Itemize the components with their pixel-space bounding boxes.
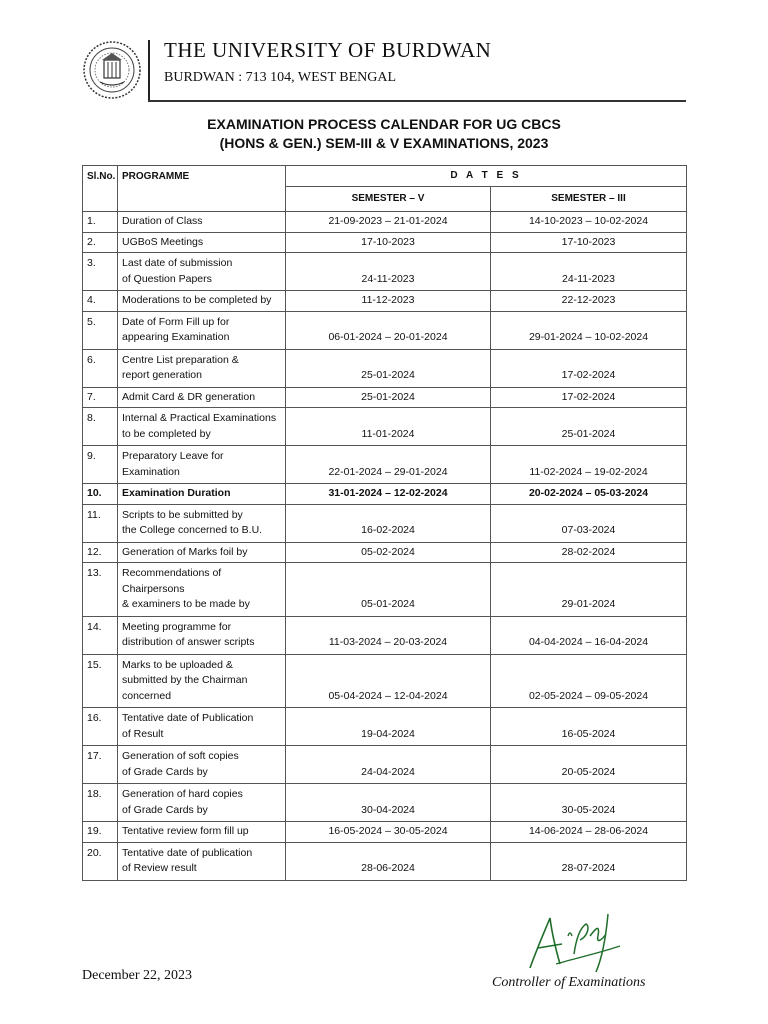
document-title-line-1: EXAMINATION PROCESS CALENDAR FOR UG CBCS [207, 116, 561, 132]
row-serial-number: 11. [83, 504, 118, 542]
programme-line: the College concerned to B.U. [122, 524, 263, 536]
university-address: BURDWAN : 713 104, WEST BENGAL [164, 70, 397, 85]
row-programme [118, 446, 286, 484]
row-date-semester-iii: 14-06-2024 – 28-06-2024 [491, 822, 687, 843]
programme-line: Marks to be uploaded & [122, 658, 233, 671]
programme-line: Generation of hard copies [122, 788, 243, 800]
programme-line: Scripts to be submitted by [122, 508, 243, 521]
row-date-semester-v: 05-04-2024 – 12-04-2024 [286, 654, 491, 708]
examination-calendar-table [82, 165, 687, 881]
row-serial-number: 10. [83, 484, 118, 505]
row-date-semester-v: 05-02-2024 [286, 542, 491, 563]
table-body [83, 212, 687, 881]
row-serial-number: 16. [83, 708, 118, 746]
programme-line: submitted by the Chairman [122, 674, 248, 686]
row-programme [118, 822, 286, 843]
university-seal-icon [82, 40, 142, 100]
table-row [83, 446, 687, 484]
row-programme [118, 542, 286, 563]
row-date-semester-v: 30-04-2024 [286, 784, 491, 822]
programme-line: Moderations to be completed by [122, 294, 272, 306]
row-date-semester-v: 22-01-2024 – 29-01-2024 [286, 446, 491, 484]
row-date-semester-iii: 29-01-2024 – 10-02-2024 [491, 311, 687, 349]
row-date-semester-iii: 04-04-2024 – 16-04-2024 [491, 616, 687, 654]
header-programme: PROGRAMME [118, 166, 286, 212]
row-programme [118, 387, 286, 408]
row-date-semester-iii: 17-10-2023 [491, 232, 687, 253]
row-date-semester-v: 25-01-2024 [286, 349, 491, 387]
row-date-semester-iii: 17-02-2024 [491, 387, 687, 408]
row-date-semester-v: 06-01-2024 – 20-01-2024 [286, 311, 491, 349]
row-programme [118, 349, 286, 387]
programme-line: Meeting programme for [122, 620, 232, 633]
programme-line: of Question Papers [122, 272, 212, 285]
header-divider-horizontal [148, 100, 686, 102]
row-programme [118, 504, 286, 542]
row-date-semester-iii: 28-07-2024 [491, 842, 687, 880]
header-slno: Sl.No. [83, 166, 118, 212]
row-serial-number: 15. [83, 654, 118, 708]
row-serial-number: 14. [83, 616, 118, 654]
header-divider-vertical [148, 40, 150, 100]
row-programme [118, 408, 286, 446]
header-semester-iii: SEMESTER – III [491, 187, 687, 212]
table-row [83, 408, 687, 446]
row-serial-number: 12. [83, 542, 118, 563]
row-serial-number: 20. [83, 842, 118, 880]
row-programme [118, 484, 286, 505]
row-date-semester-v: 11-03-2024 – 20-03-2024 [286, 616, 491, 654]
row-programme [118, 654, 286, 708]
programme-line: Recommendations of Chairpersons [122, 567, 222, 595]
programme-line: Tentative date of publication [122, 846, 253, 859]
programme-line: of Grade Cards by [122, 765, 208, 778]
document-title-line-2: (HONS & GEN.) SEM-III & V EXAMINATIONS, 2023 [219, 135, 549, 151]
row-date-semester-v: 25-01-2024 [286, 387, 491, 408]
row-date-semester-v: 16-02-2024 [286, 504, 491, 542]
programme-line: appearing Examination [122, 331, 230, 343]
programme-line: Last date of submission [122, 257, 233, 269]
programme-line: concerned [122, 689, 172, 702]
table-row [83, 212, 687, 233]
row-date-semester-iii: 16-05-2024 [491, 708, 687, 746]
table-row [83, 654, 687, 708]
row-date-semester-iii: 20-02-2024 – 05-03-2024 [491, 484, 687, 505]
row-programme [118, 708, 286, 746]
row-date-semester-iii: 30-05-2024 [491, 784, 687, 822]
table-row [83, 291, 687, 312]
row-serial-number: 19. [83, 822, 118, 843]
row-date-semester-iii: 02-05-2024 – 09-05-2024 [491, 654, 687, 708]
row-programme [118, 746, 286, 784]
row-serial-number: 9. [83, 446, 118, 484]
programme-line: & examiners to be made by [122, 598, 250, 610]
row-serial-number: 18. [83, 784, 118, 822]
programme-line: Tentative date of Publication [122, 712, 254, 724]
row-date-semester-iii: 24-11-2023 [491, 253, 687, 291]
row-date-semester-v: 24-04-2024 [286, 746, 491, 784]
programme-line: Tentative review form fill up [122, 825, 249, 837]
table-row [83, 616, 687, 654]
table-row [83, 387, 687, 408]
row-date-semester-v: 28-06-2024 [286, 842, 491, 880]
programme-line: to be completed by [122, 427, 211, 440]
row-serial-number: 7. [83, 387, 118, 408]
row-date-semester-v: 17-10-2023 [286, 232, 491, 253]
university-name: THE UNIVERSITY OF BURDWAN [164, 38, 492, 62]
table-row [83, 746, 687, 784]
programme-line: Centre List preparation & [122, 353, 239, 366]
programme-line: Generation of Marks foil by [122, 545, 248, 558]
row-date-semester-iii: 22-12-2023 [491, 291, 687, 312]
row-serial-number: 6. [83, 349, 118, 387]
row-serial-number: 5. [83, 311, 118, 349]
table-row [83, 822, 687, 843]
row-date-semester-iii: 28-02-2024 [491, 542, 687, 563]
issue-date: December 22, 2023 [82, 968, 193, 983]
table-row [83, 842, 687, 880]
row-programme [118, 212, 286, 233]
row-programme [118, 616, 286, 654]
programme-line: Examination [122, 465, 180, 478]
row-programme [118, 253, 286, 291]
row-programme [118, 842, 286, 880]
programme-line: distribution of answer scripts [122, 636, 255, 648]
row-programme [118, 311, 286, 349]
table-row [83, 542, 687, 563]
table-row [83, 504, 687, 542]
programme-line: Admit Card & DR generation [122, 390, 256, 403]
row-date-semester-v: 05-01-2024 [286, 563, 491, 617]
signatory-title: Controller of Examinations [492, 975, 646, 990]
row-programme [118, 563, 286, 617]
row-serial-number: 3. [83, 253, 118, 291]
programme-line: Duration of Class [122, 215, 203, 227]
programme-line: of Grade Cards by [122, 803, 208, 816]
table-row [83, 784, 687, 822]
row-date-semester-iii: 07-03-2024 [491, 504, 687, 542]
row-serial-number: 2. [83, 232, 118, 253]
programme-line: Preparatory Leave for [122, 450, 224, 462]
row-date-semester-v: 31-01-2024 – 12-02-2024 [286, 484, 491, 505]
table-row [83, 232, 687, 253]
row-serial-number: 17. [83, 746, 118, 784]
row-date-semester-v: 19-04-2024 [286, 708, 491, 746]
row-date-semester-iii: 17-02-2024 [491, 349, 687, 387]
row-serial-number: 13. [83, 563, 118, 617]
row-date-semester-v: 11-12-2023 [286, 291, 491, 312]
programme-line: Examination Duration [122, 487, 231, 499]
programme-line: Date of Form Fill up for [122, 315, 230, 328]
programme-line: of Result [122, 727, 164, 740]
row-serial-number: 1. [83, 212, 118, 233]
table-row [83, 253, 687, 291]
row-date-semester-v: 21-09-2023 – 21-01-2024 [286, 212, 491, 233]
programme-line: report generation [122, 369, 202, 381]
row-date-semester-iii: 29-01-2024 [491, 563, 687, 617]
table-row [83, 563, 687, 617]
table-row [83, 311, 687, 349]
programme-line: of Review result [122, 862, 197, 874]
row-date-semester-v: 11-01-2024 [286, 408, 491, 446]
row-programme [118, 232, 286, 253]
header-semester-v: SEMESTER – V [286, 187, 491, 212]
row-programme [118, 291, 286, 312]
programme-line: UGBoS Meetings [122, 235, 204, 248]
row-date-semester-iii: 14-10-2023 – 10-02-2024 [491, 212, 687, 233]
row-date-semester-iii: 25-01-2024 [491, 408, 687, 446]
row-date-semester-v: 24-11-2023 [286, 253, 491, 291]
row-programme [118, 784, 286, 822]
table-row [83, 484, 687, 505]
table-row [83, 349, 687, 387]
programme-line: Internal & Practical Examinations [122, 412, 277, 424]
table-row [83, 708, 687, 746]
row-date-semester-iii: 11-02-2024 – 19-02-2024 [491, 446, 687, 484]
row-serial-number: 4. [83, 291, 118, 312]
row-date-semester-v: 16-05-2024 – 30-05-2024 [286, 822, 491, 843]
header-dates: D A T E S [286, 166, 687, 187]
row-date-semester-iii: 20-05-2024 [491, 746, 687, 784]
programme-line: Generation of soft copies [122, 750, 239, 762]
row-serial-number: 8. [83, 408, 118, 446]
handwritten-signature-icon [516, 906, 626, 976]
